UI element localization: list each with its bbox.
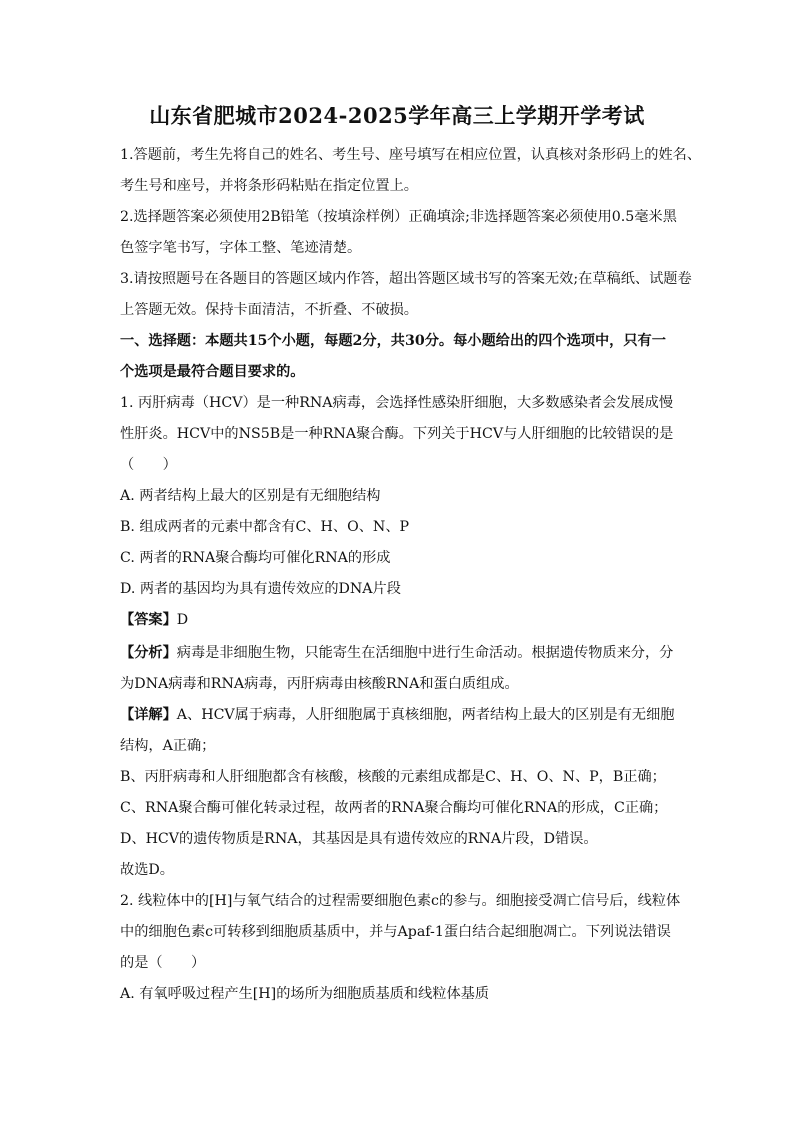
question-stem: 的是（ ） — [120, 955, 206, 971]
instruction-line: 2.选择题答案必须使用2B铅笔（按填涂样例）正确填涂;非选择题答案必须使用0.5毫米黑 — [120, 209, 677, 225]
instruction-line: 考生号和座号，并将条形码粘贴在指定位置上。 — [120, 178, 418, 194]
analysis-line: 为DNA病毒和RNA病毒，丙肝病毒由核酸RNA和蛋白质组成。 — [120, 676, 519, 692]
option-c: C. 两者的RNA聚合酶均可催化RNA的形成 — [120, 550, 391, 566]
section-heading: 一、选择题：本题共15个小题，每题2分，共30分。每小题给出的四个选项中，只有一 — [120, 333, 666, 349]
section-heading: 个选项是最符合题目要求的。 — [120, 364, 305, 380]
option-b: B. 组成两者的元素中都含有C、H、O、N、P — [120, 519, 410, 535]
detail-line: B、丙肝病毒和人肝细胞都含有核酸，核酸的元素组成都是C、H、O、N、P，B正确； — [120, 769, 666, 785]
detail-tag: 【详解】 — [120, 707, 177, 723]
detail-line — [120, 705, 680, 725]
answer-value: D — [176, 612, 189, 628]
question-stem: （ ） — [120, 457, 177, 473]
question-stem: 中的细胞色素c可转移到细胞质基质中，并与Apaf-1蛋白结合起细胞凋亡。下列说法错误 — [120, 924, 671, 940]
detail-text: A、HCV属于病毒，人肝细胞属于真核细胞，两者结构上最大的区别是有无细胞 — [176, 707, 675, 723]
analysis-tag: 【分析】 — [120, 645, 177, 661]
detail-line: 结构，A正确； — [120, 738, 216, 754]
question-stem: 性肝炎。HCV中的NS5B是一种RNA聚合酶。下列关于HCV与人肝细胞的比较错误的是 — [120, 426, 674, 442]
option-d: D. 两者的基因均为具有遗传效应的DNA片段 — [120, 581, 401, 597]
detail-line: C、RNA聚合酶可催化转录过程，故两者的RNA聚合酶均可催化RNA的形成，C正确； — [120, 800, 668, 816]
answer-line — [120, 610, 680, 630]
question-stem: 2. 线粒体中的[H]与氧气结合的过程需要细胞色素c的参与。细胞接受凋亡信号后，线粒体 — [120, 893, 681, 909]
instruction-line: 3.请按照题号在各题目的答题区域内作答，超出答题区域书写的答案无效;在草稿纸、试题卷 — [120, 271, 692, 287]
analysis-text: 病毒是非细胞生物，只能寄生在活细胞中进行生命活动。根据遗传物质来分，分 — [176, 645, 674, 661]
answer-tag: 【答案】 — [120, 612, 177, 628]
analysis-line — [120, 643, 680, 663]
page-title: 山东省肥城市2024-2025学年高三上学期开学考试 — [149, 103, 645, 128]
question-stem: 1. 丙肝病毒（HCV）是一种RNA病毒，会选择性感染肝细胞，大多数感染者会发展成慢 — [120, 395, 674, 411]
detail-line: 故选D。 — [120, 862, 174, 878]
instruction-line: 1.答题前，考生先将自己的姓名、考生号、座号填写在相应位置，认真核对条形码上的姓名、 — [120, 147, 702, 163]
detail-line: D、HCV的遗传物质是RNA，其基因是具有遗传效应的RNA片段，D错误。 — [120, 831, 598, 847]
option-a: A. 有氧呼吸过程产生[H]的场所为细胞质基质和线粒体基质 — [120, 986, 490, 1002]
option-a: A. 两者结构上最大的区别是有无细胞结构 — [120, 488, 381, 504]
instruction-line: 色签字笔书写，字体工整、笔迹清楚。 — [120, 240, 362, 256]
instruction-line: 上答题无效。保持卡面清洁，不折叠、不破损。 — [120, 302, 418, 318]
